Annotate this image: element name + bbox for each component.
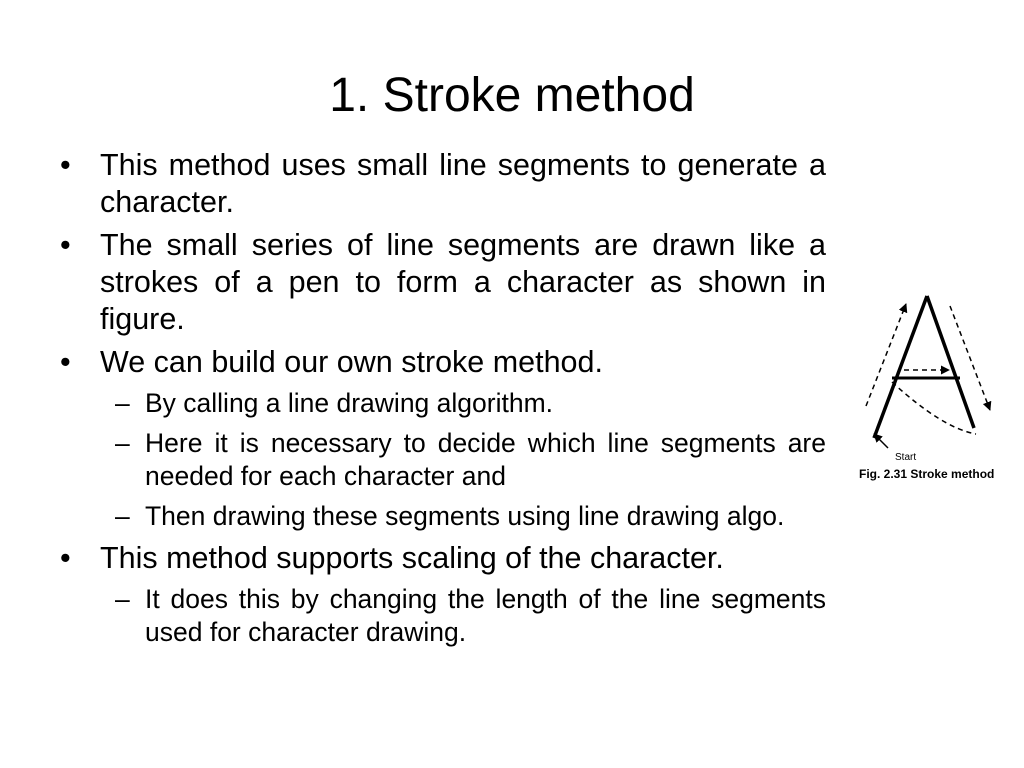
arrow-return-curve [892,382,976,434]
sub-bullet-item [58,583,826,649]
figure-start-label: Start [895,452,917,463]
sub-bullet-list [58,583,826,649]
slide-title: 1. Stroke method [329,69,695,122]
arrow-start-up [874,434,888,448]
stroke-left-leg [874,296,927,438]
dash-icon: – [115,501,130,531]
sub-bullet-list [58,387,826,533]
sub-bullet-item [58,387,826,420]
bullet-icon: • [60,345,71,379]
bullet-item [58,344,826,381]
arrow-up-left [866,304,906,406]
bullet-icon: • [60,228,71,262]
bullet-list [58,147,826,381]
sub-bullet-item [58,427,826,493]
stroke-right-leg [927,296,974,428]
dash-icon: – [115,584,130,614]
sub-bullet-text: By calling a line drawing algorithm. [145,388,554,418]
slide-content [58,147,826,656]
figure-caption: Fig. 2.31 Stroke method [859,467,995,481]
bullet-list [58,540,826,577]
dash-icon: – [115,428,130,458]
sub-bullet-text: Then drawing these segments using line drawing algo. [145,501,785,531]
arrow-down-right [950,306,990,410]
bullet-text: This method supports scaling of the character. [100,541,724,575]
bullet-item [58,540,826,577]
bullet-text: The small series of line segments are drawn like a strokes of a pen to form a character as shown in figure. [100,228,826,336]
bullet-text: This method uses small line segments to generate a character. [100,148,826,219]
dash-icon: – [115,388,130,418]
bullet-item [58,227,826,338]
bullet-item [58,147,826,221]
bullet-icon: • [60,148,71,182]
stroke-letter-A-diagram-icon [852,288,1024,488]
bullet-icon: • [60,541,71,575]
bullet-text: We can build our own stroke method. [100,345,603,379]
sub-bullet-item [58,500,826,533]
sub-bullet-text: Here it is necessary to decide which line segments are needed for each character and [145,428,826,491]
sub-bullet-text: It does this by changing the length of the line segments used for character drawing. [145,584,826,647]
